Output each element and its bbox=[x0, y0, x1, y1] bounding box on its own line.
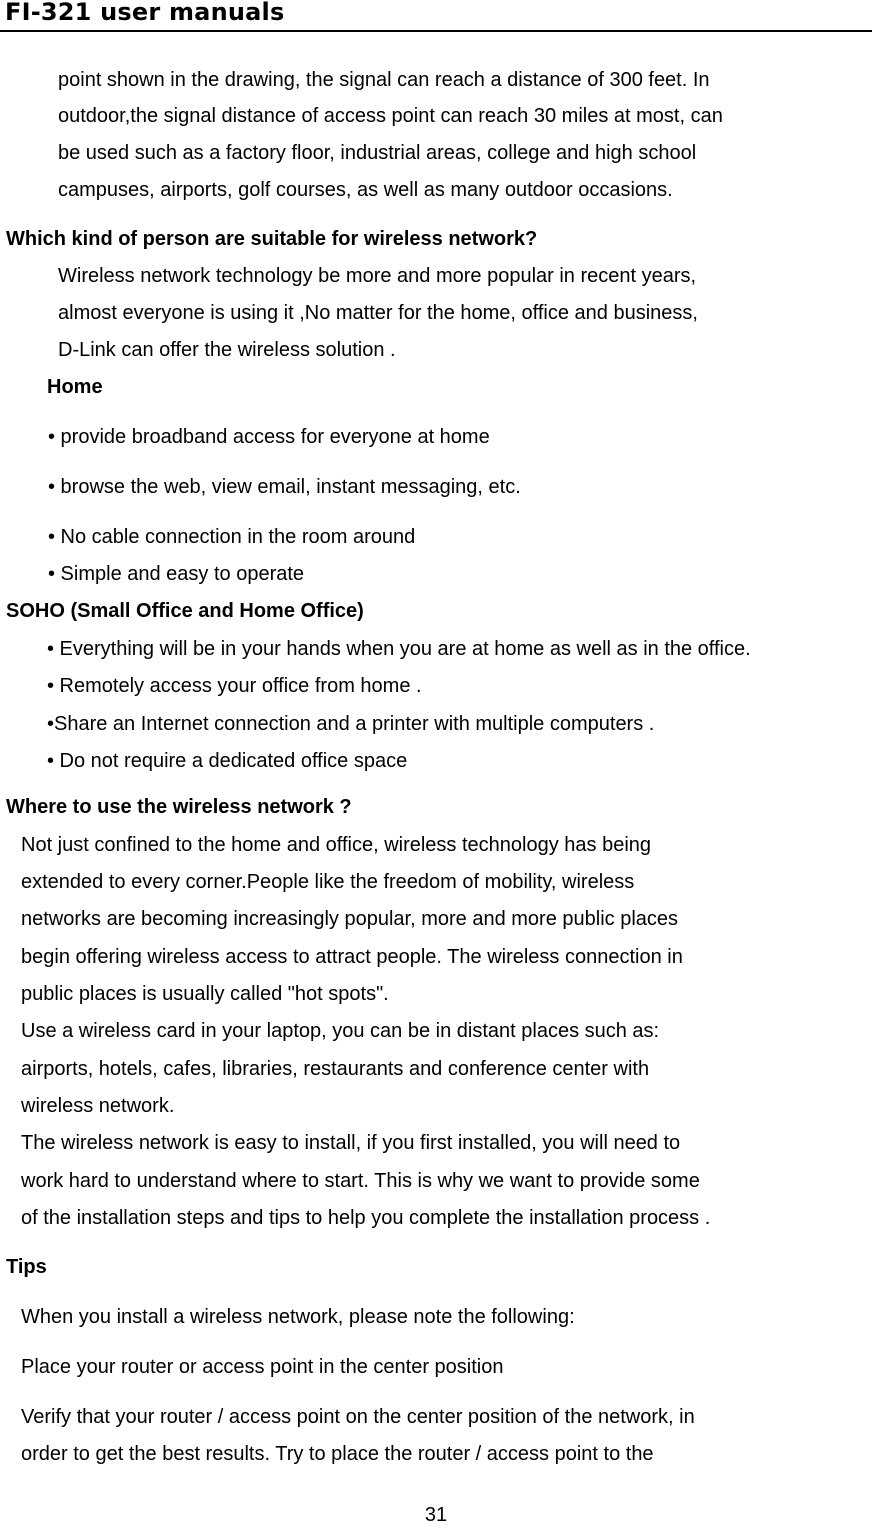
soho-heading: SOHO (Small Office and Home Office) bbox=[6, 600, 364, 622]
soho-bullet: • Do not require a dedicated office space bbox=[47, 750, 408, 772]
tips-heading: Tips bbox=[6, 1256, 47, 1278]
home-bullet: • Simple and easy to operate bbox=[48, 563, 305, 585]
where-line: networks are becoming increasingly popular, more and more public places bbox=[21, 908, 679, 930]
where-line: The wireless network is easy to install, if you first installed, you will need to bbox=[21, 1132, 681, 1154]
home-bullet: • provide broadband access for everyone at home bbox=[48, 426, 490, 448]
tips-line: Verify that your router / access point on the center position of the network, in bbox=[21, 1406, 695, 1428]
where-line: public places is usually called "hot spots". bbox=[21, 983, 389, 1005]
who-line: Wireless network technology be more and more popular in recent years, bbox=[58, 265, 697, 287]
who-line: D-Link can offer the wireless solution . bbox=[58, 339, 396, 361]
where-line: Not just confined to the home and office, wireless technology has being bbox=[21, 834, 652, 856]
home-bullet: • browse the web, view email, instant messaging, etc. bbox=[48, 476, 521, 498]
tips-line: When you install a wireless network, please note the following: bbox=[21, 1306, 575, 1328]
page-number: 31 bbox=[424, 1504, 448, 1526]
document-title: FI-321 user manuals bbox=[5, 0, 285, 26]
soho-bullet: •Share an Internet connection and a printer with multiple computers . bbox=[47, 713, 655, 735]
who-heading: Which kind of person are suitable for wireless network? bbox=[6, 228, 538, 250]
tips-line: Place your router or access point in the center position bbox=[21, 1356, 504, 1378]
who-line: almost everyone is using it ,No matter for the home, office and business, bbox=[58, 302, 698, 324]
home-bullet: • No cable connection in the room around bbox=[48, 526, 416, 548]
where-line: work hard to understand where to start. This is why we want to provide some bbox=[21, 1170, 700, 1192]
soho-bullet: • Everything will be in your hands when you are at home as well as in the office. bbox=[47, 638, 751, 660]
where-line: begin offering wireless access to attract people. The wireless connection in bbox=[21, 946, 683, 968]
intro-line: campuses, airports, golf courses, as well as many outdoor occasions. bbox=[58, 179, 673, 201]
intro-line: be used such as a factory floor, industrial areas, college and high school bbox=[58, 142, 697, 164]
where-line: wireless network. bbox=[21, 1095, 175, 1117]
where-line: airports, hotels, cafes, libraries, restaurants and conference center with bbox=[21, 1058, 650, 1080]
home-heading: Home bbox=[47, 376, 103, 398]
tips-line: order to get the best results. Try to place the router / access point to the bbox=[21, 1443, 654, 1465]
where-heading: Where to use the wireless network ? bbox=[6, 796, 352, 818]
where-line: Use a wireless card in your laptop, you can be in distant places such as: bbox=[21, 1020, 660, 1042]
soho-bullet: • Remotely access your office from home . bbox=[47, 675, 422, 697]
page-header bbox=[0, 0, 872, 32]
where-line: extended to every corner.People like the freedom of mobility, wireless bbox=[21, 871, 635, 893]
intro-line: point shown in the drawing, the signal can reach a distance of 300 feet. In bbox=[58, 69, 710, 91]
where-line: of the installation steps and tips to help you complete the installation process . bbox=[21, 1207, 711, 1229]
intro-line: outdoor,the signal distance of access point can reach 30 miles at most, can bbox=[58, 105, 723, 127]
